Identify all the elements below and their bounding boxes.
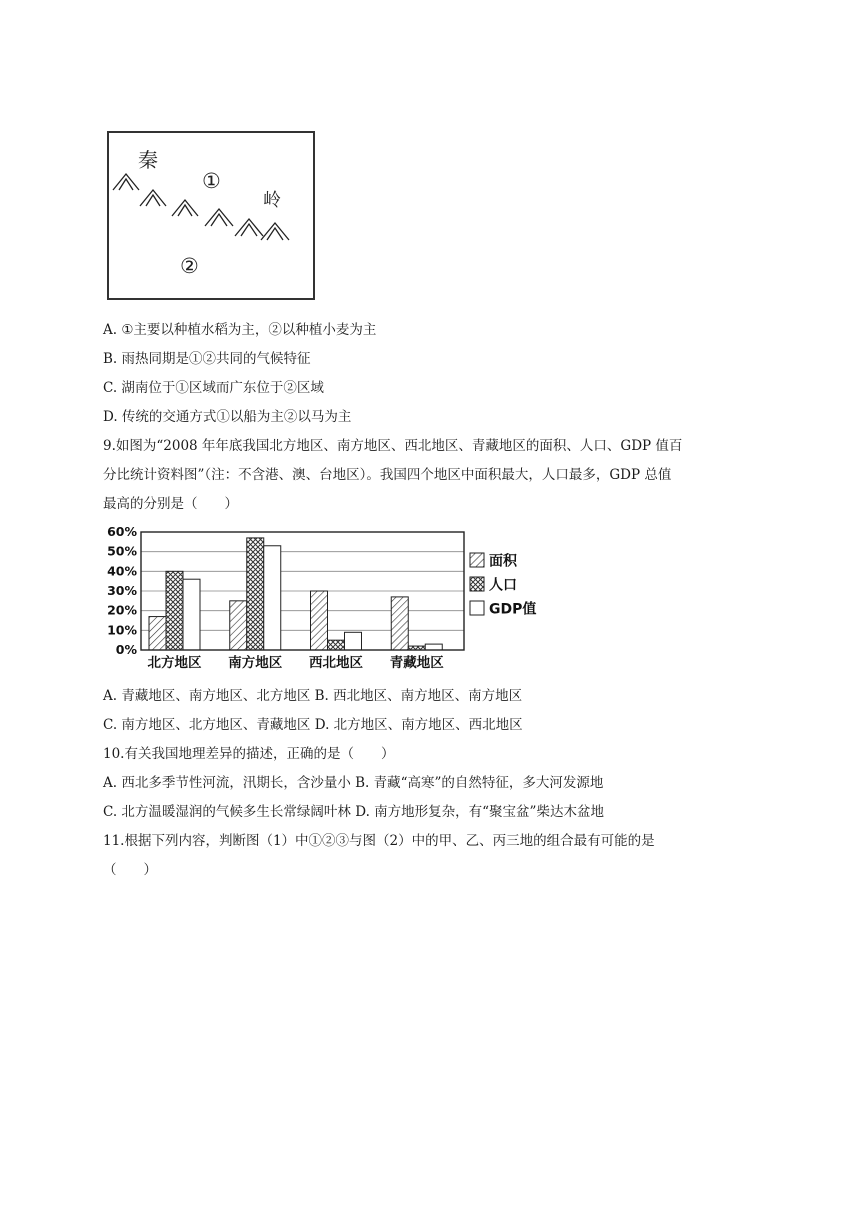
q8-option-c: C. 湖南位于①区域而广东位于②区域 xyxy=(103,380,324,396)
q10-option-ab: A. 西北多季节性河流，汛期长，含沙量小 B. 青藏“高寒”的自然特征，多大河发源地 xyxy=(103,775,604,791)
q9-option-cd: C. 南方地区、北方地区、青藏地区 D. 北方地区、南方地区、西北地区 xyxy=(103,717,523,733)
q9-stem-line-3: 最高的分别是（ ） xyxy=(103,496,238,512)
mountain-icon xyxy=(261,223,289,240)
map-label-ling: 岭 xyxy=(263,190,281,211)
x-category-label: 西北地区 xyxy=(309,655,363,671)
mountain-icon xyxy=(205,209,233,226)
bar-2-3 xyxy=(328,640,345,650)
q10-option-cd: C. 北方温暖湿润的气候多生长常绿阔叶林 D. 南方地形复杂，有“聚宝盆”柴达木盆地 xyxy=(103,804,604,820)
q11-stem-line-1: 11.根据下列内容，判断图（1）中①②③与图（2）中的甲、乙、丙三地的组合最有可能的是 xyxy=(103,833,655,849)
q9-bar-chart xyxy=(103,522,553,676)
legend-label: 人口 xyxy=(489,577,517,594)
y-tick-label: 60% xyxy=(107,524,137,539)
bar-1-2 xyxy=(230,601,247,650)
q9-stem-line-2: 分比统计资料图”（注：不含港、澳、台地区）。我国四个地区中面积最大，人口最多，GDP 总值 xyxy=(103,467,672,483)
q9-option-ab: A. 青藏地区、南方地区、北方地区 B. 西北地区、南方地区、南方地区 xyxy=(103,688,523,704)
y-tick-label: 30% xyxy=(107,583,137,598)
mountain-icon xyxy=(235,219,263,236)
x-category-label: 南方地区 xyxy=(228,655,283,671)
mountain-icon xyxy=(172,200,198,216)
qinling-map xyxy=(107,131,315,300)
q11-stem-line-2: （ ） xyxy=(103,862,157,878)
y-tick-label: 40% xyxy=(107,563,137,579)
bar-chart-svg xyxy=(103,522,553,672)
bar-3-4 xyxy=(425,644,442,650)
legend-swatch xyxy=(470,601,484,615)
x-category-label: 北方地区 xyxy=(147,655,202,671)
mountain-icon xyxy=(140,190,166,206)
bar-2-1 xyxy=(166,571,183,650)
mountain-icon xyxy=(113,174,139,190)
y-tick-label: 10% xyxy=(107,622,137,638)
bar-1-1 xyxy=(149,617,166,650)
y-tick-label: 20% xyxy=(107,602,137,618)
q8-option-b: B. 雨热同期是①②共同的气候特征 xyxy=(103,351,311,367)
q8-option-d: D. 传统的交通方式①以船为主②以马为主 xyxy=(103,409,352,425)
bar-1-4 xyxy=(391,597,408,650)
y-tick-label: 50% xyxy=(107,543,137,559)
q9-stem-line-1: 9.如图为“2008 年年底我国北方地区、南方地区、西北地区、青藏地区的面积、人口、GDP 值百 xyxy=(103,438,683,454)
qinling-map-svg xyxy=(109,133,313,298)
q8-option-a: A. ①主要以种植水稻为主，②以种植小麦为主 xyxy=(103,322,377,338)
map-label-region-2: ② xyxy=(180,254,199,278)
bar-1-3 xyxy=(311,591,328,650)
legend-label: GDP值 xyxy=(489,601,537,618)
bar-3-2 xyxy=(264,546,281,650)
map-label-region-1: ① xyxy=(202,169,221,193)
bar-3-3 xyxy=(345,632,362,650)
legend-label: 面积 xyxy=(489,553,517,570)
bar-2-2 xyxy=(247,538,264,650)
legend-swatch xyxy=(470,553,484,567)
x-category-label: 青藏地区 xyxy=(389,655,444,671)
bar-3-1 xyxy=(183,579,200,650)
y-tick-label: 0% xyxy=(115,642,137,657)
legend-swatch xyxy=(470,577,484,591)
map-label-qin: 秦 xyxy=(138,148,158,172)
q10-stem: 10.有关我国地理差异的描述，正确的是（ ） xyxy=(103,746,395,762)
